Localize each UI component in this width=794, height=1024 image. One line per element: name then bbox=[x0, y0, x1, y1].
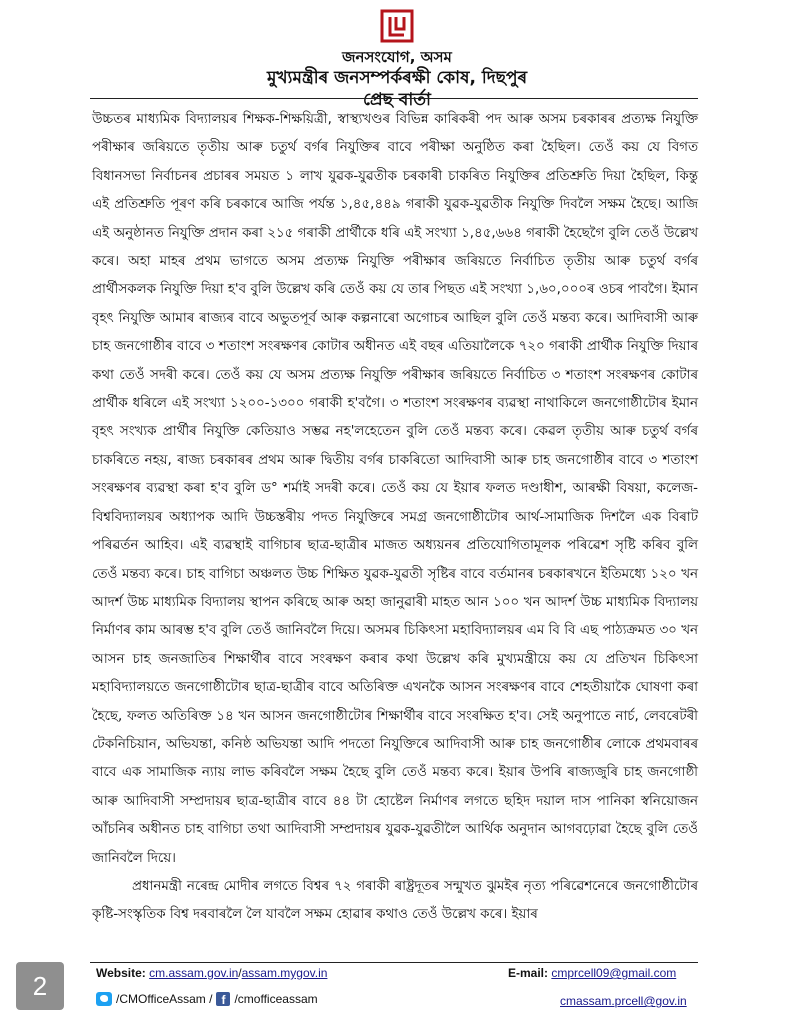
email-link-secondary[interactable]: cmassam.prcell@gov.in bbox=[560, 994, 687, 1008]
facebook-icon: f bbox=[216, 992, 230, 1006]
page-number-badge: 2 bbox=[16, 962, 64, 1010]
email-line-secondary bbox=[560, 994, 687, 1008]
logo-emblem-icon bbox=[379, 8, 415, 44]
twitter-handle[interactable]: /CMOfficeAssam / bbox=[116, 992, 213, 1006]
email-link-primary[interactable]: cmprcell09@gmail.com bbox=[551, 966, 677, 980]
website-link-cm[interactable]: cm.assam.gov.in bbox=[149, 966, 239, 980]
footer-divider bbox=[90, 962, 698, 963]
press-release-body bbox=[92, 106, 698, 930]
email-label: E-mail: bbox=[508, 966, 549, 980]
paragraph-1: উচ্চতৰ মাধ্যমিক বিদ্যালয়ৰ শিক্ষক-শিক্ষয়িত্ৰী, স্বাস্থ্যখণ্ডৰ বিভিন্ন কাৰিকৰী পদ আৰু অসম চৰকাৰৰ প্ৰত্যক্ষ নিযুক্তি পৰীক্ষাৰ জৰিয়তে তৃতীয় আৰু চতুৰ্থ বৰ্গৰ নিযুক্তিৰ বাবে পৰীক্ষা অনুষ্ঠিত কৰা হৈছিল। তেওঁ কয় যে বিগত বিধানসভা নিৰ্বাচনৰ প্ৰচাৰৰ সময়ত ১ লাখ যুৱক-যুৱতীক চৰকাৰী চাকৰিত নিযুক্তিৰ প্ৰতিশ্ৰুতি দিয়া হৈছিল, কিন্তু এই প্ৰতিশ্ৰুতি পূৰণ কৰি চৰকাৰে আজি পৰ্যন্ত ১,৪৫,৪৪৯ গৰাকী যুৱক-যুৱতীক নিযুক্তি দিবলৈ সক্ষম হৈছে। আজি এই অনুষ্ঠানত নিযুক্তি প্ৰদান কৰা ২১৫ গৰাকী প্ৰাৰ্থীকে ধৰি এই সংখ্যা ১,৪৫,৬৬৪ গৰাকী হৈছেগৈ বুলি তেওঁ উল্লেখ কৰে। অহা মাহৰ প্ৰথম ভাগতে অসম প্ৰত্যক্ষ নিযুক্তি পৰীক্ষাৰ জৰিয়তে নিৰ্বাচিত তৃতীয় আৰু চতুৰ্থ বৰ্গৰ প্ৰাৰ্থীসকলক নিযুক্তি দিয়া হ'ব বুলি উল্লেখ কৰি তেওঁ কয় যে তাৰ পিছত এই সংখ্যা ১,৬০,০০০ৰ ওচৰ পাবগৈ। ইমান বৃহৎ নিযুক্তি আমাৰ ৰাজ্যৰ বাবে অভুতপূৰ্ব আৰু কল্পনাৰো অগোচৰ আছিল বুলি তেওঁ মন্তব্য কৰে। আদিবাসী আৰু চাহ জনগোষ্ঠীৰ বাবে ৩ শতাংশ সংৰক্ষণৰ কোটাৰ অধীনত এই বছৰ এতিয়ালৈকে ৭২০ গৰাকী প্ৰাৰ্থীক নিযুক্তি দিয়াৰ কথা তেওঁ সদৰী কৰে। তেওঁ কয় যে অসম প্ৰত্যক্ষ নিযুক্তি পৰীক্ষাৰ জৰিয়তে নিৰ্বাচিত ৩ শতাংশ সংৰক্ষণৰ কোটাৰ প্ৰাৰ্থীক ধৰিলে এই সংখ্যা ১২০০-১৩০০ গৰাকী হ'বগৈ। ৩ শতাংশ সংৰক্ষণৰ ব্যৱস্থা নাথাকিলে জনগোষ্ঠীটোৰ ইমান বৃহৎ সংখ্যক প্ৰাৰ্থীৰ নিযুক্তি কেতিয়াও সম্ভৱ নহ'লহেতেন বুলি তেওঁ মন্তব্য কৰে। কেৱল তৃতীয় আৰু চতুৰ্থ বৰ্গৰ চাকৰিতে নহয়, ৰাজ্য চৰকাৰৰ প্ৰথম আৰু দ্বিতীয় বৰ্গৰ চাকৰিতো আদিবাসী আৰু চাহ জনগোষ্ঠীৰ বাবে ৩ শতাংশ সংৰক্ষণৰ ব্যৱস্থা কৰা হ'ব বুলি ড° শৰ্মাই সদৰী কৰে। তেওঁ কয় যে ইয়াৰ ফলত দণ্ডাধীশ, আৰক্ষী বিষয়া, কলেজ-বিশ্ববিদ্যালয়ৰ অধ্যাপক আদি উচ্চস্তৰীয় পদত নিযুক্তিৰে সমগ্ৰ জনগোষ্ঠীটোৰ আৰ্থ-সামাজিক দিশলৈ এক বিৰাট পৰিৱৰ্তন আহিব। এই ব্যৱস্থাই বাগিচাৰ ছাত্ৰ-ছাত্ৰীৰ মাজত অধ্যয়নৰ প্ৰতিযোগিতামূলক পৰিৱেশ সৃষ্টি কৰিব বুলি তেওঁ মন্তব্য কৰে। চাহ বাগিচা অঞ্চলত উচ্চ শিক্ষিত যুৱক-যুৱতী সৃষ্টিৰ বাবে বৰ্তমানৰ চৰকাৰখনে ইতিমধ্যে ১২০ খন আদৰ্শ উচ্চ মাধ্যমিক বিদ্যালয় স্থাপন কৰিছে আৰু অহা জানুৱাৰী মাহত আন ১০০ খন আদৰ্শ উচ্চ মাধ্যমিক বিদ্যালয় নিৰ্মাণৰ কাম আৰম্ভ হ'ব বুলি তেওঁ জানিবলৈ দিয়ে। অসমৰ চিকিৎসা মহাবিদ্যালয়ৰ এম বি বি এছ পাঠ্যক্ৰমত ৩০ খন আসন চাহ জনজাতিৰ শিক্ষাৰ্থীৰ বাবে সংৰক্ষণ কৰাৰ কথা উল্লেখ কৰি মুখ্যমন্ত্ৰীয়ে কয় যে প্ৰতিখন চিকিৎসা মহাবিদ্যালয়তে জনগোষ্ঠীটোৰ ছাত্ৰ-ছাত্ৰীৰ বাবে অতিৰিক্ত এখনকৈ আসন সংৰক্ষণৰ বাবে শেহতীয়াকৈ ঘোষণা কৰা হৈছে, ফলত অতিৰিক্ত ১৪ খন আসন জনগোষ্ঠীটোৰ শিক্ষাৰ্থীৰ বাবে সংৰক্ষিত হ'ব। সেই অনুপাতে নাৰ্চ, লেবৰেটৰী টেকনিচিয়ান, অভিযন্তা, কনিষ্ঠ অভিযন্তা আদি পদতো নিযুক্তিৰে আদিবাসী আৰু চাহ জনগোষ্ঠীৰ লোকে প্ৰথমবাৰৰ বাবে এক সামাজিক ন্যায় লাভ কৰিবলৈ সক্ষম হৈছে বুলি তেওঁ মন্তব্য কৰে। ইয়াৰ উপৰি ৰাজ্যজুৰি চাহ জনগোষ্ঠী আৰু আদিবাসী সম্প্ৰদায়ৰ ছাত্ৰ-ছাত্ৰীৰ বাবে ৪৪ টা হোষ্টেল নিৰ্মাণৰ লগতে ছহিদ দয়াল দাস পানিকা স্বনিয়োজন আঁচনিৰ অধীনত চাহ বাগিচা তথা আদিবাসী সম্প্ৰদায়ৰ যুৱক-যুৱতীলৈ আৰ্থিক অনুদান আগবঢ়োৱা হৈছে বুলি তেওঁ জানিবলৈ দিয়ে। bbox=[92, 112, 698, 866]
letterhead bbox=[0, 8, 794, 111]
email-line bbox=[508, 966, 676, 980]
header-divider bbox=[90, 98, 698, 99]
page-title: প্ৰেছ বাৰ্তা bbox=[363, 90, 431, 110]
office-name: মুখ্যমন্ত্ৰীৰ জনসম্পৰ্কৰক্ষী কোষ, দিছপুৰ bbox=[266, 68, 528, 88]
facebook-handle[interactable]: /cmofficeassam bbox=[234, 992, 318, 1006]
website-line bbox=[96, 966, 327, 980]
website-label: Website: bbox=[96, 966, 146, 980]
website-separator: / bbox=[238, 966, 242, 980]
website-link-mygov[interactable]: assam.mygov.in bbox=[241, 966, 328, 980]
paragraph-2: প্ৰধানমন্ত্ৰী নৰেন্দ্ৰ মোদীৰ লগতে বিশ্বৰ ৭২ গৰাকী ৰাষ্ট্ৰদূতৰ সন্মুখত ঝুমইৰ নৃত্য পৰিৱেশনেৰে জনগোষ্ঠীটোৰ কৃষ্টি-সংস্কৃতিক বিশ্ব দৰবাৰলৈ লৈ যাবলৈ সক্ষম হোৱাৰ কথাও তেওঁ উল্লেখ কৰে। ইয়াৰ bbox=[92, 878, 698, 923]
social-links bbox=[96, 992, 318, 1006]
department-name: জনসংযোগ, অসম bbox=[342, 48, 452, 66]
twitter-icon bbox=[96, 992, 112, 1006]
